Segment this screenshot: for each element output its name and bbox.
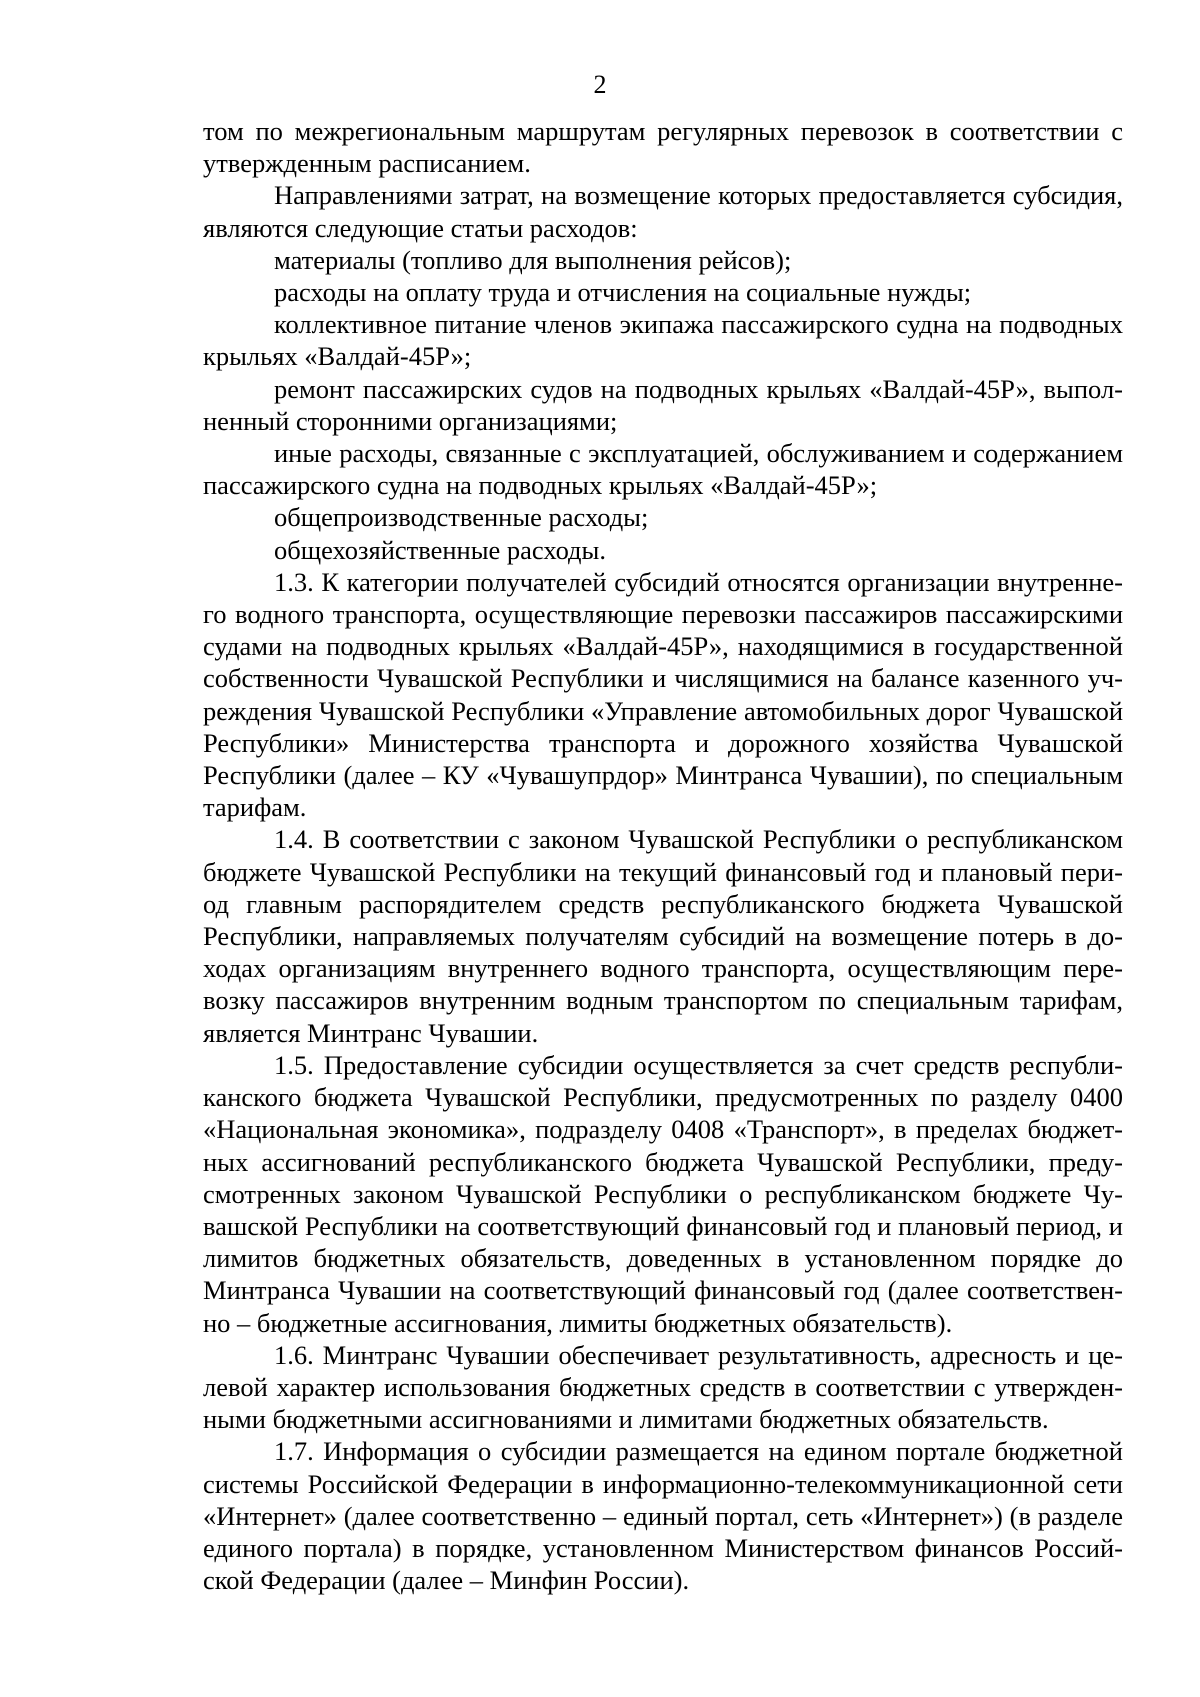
- paragraph-1-7: 1.7. Информация о субсидии размещается на едином портале бюджетной системы Российской Федерации в информационно-телекоммуникационной сети «Интернет» (далее соответственно – единый портал, сеть «Интернет») (в разделе единого портала) в порядке, установленном Министерством финансов Российской Федерации (далее – Минфин России).: [203, 1436, 1123, 1596]
- paragraph-cost-directions: Направлениями затрат, на возмещение которых предоставляется субсидия, являются следующие статьи расходов:: [203, 180, 1123, 243]
- paragraph-1-4: 1.4. В соответствии с законом Чувашской Республики о республиканском бюджете Чувашской Республики на текущий финансовый год и плановый период главным распорядителем средств республиканского бюджета Чувашской Республики, направляемых получателям субсидий на возмещение потерь в доходах организациям внутреннего водного транспорта, осуществляющим перевозку пассажиров внутренним водным транспортом по специальным тарифам, является Минтранс Чувашии.: [203, 824, 1123, 1048]
- list-item-crew-meals: коллективное питание членов экипажа пассажирского судна на подводных крыльях «Валдай-45Р»;: [203, 309, 1123, 372]
- paragraph-continuation: том по межрегиональным маршрутам регулярных перевозок в соответствии с утвержденным расписанием.: [203, 116, 1123, 179]
- list-item-production-overhead: общепроизводственные расходы;: [274, 502, 649, 533]
- paragraph-1-6: 1.6. Минтранс Чувашии обеспечивает результативность, адресность и целевой характер использования бюджетных средств в соответствии с утвержденными бюджетными ассигнованиями и лимитами бюджетных обязательств.: [203, 1339, 1123, 1435]
- list-item-other-expenses: иные расходы, связанные с эксплуатацией, обслуживанием и содержанием пассажирского судна на подводных крыльях «Валдай-45Р»;: [203, 438, 1123, 501]
- list-item-materials: материалы (топливо для выполнения рейсов);: [274, 244, 792, 275]
- list-item-labor-costs: расходы на оплату труда и отчисления на социальные нужды;: [274, 277, 972, 308]
- paragraph-1-3: 1.3. К категории получателей субсидий относятся организации внутреннего водного транспорта, осуществляющие перевозки пассажиров пассажирскими судами на подводных крыльях «Валдай-45Р», находящимися в государственной собственности Чувашской Республики и числящимися на балансе казенного учреждения Чувашской Республики «Управление автомобильных дорог Чувашской Республики» Министерства транспорта и дорожного хозяйства Чувашской Республики (далее – КУ «Чувашупрдор» Минтранса Чувашии), по специальным тарифам.: [203, 566, 1123, 823]
- page-number: 2: [593, 70, 607, 99]
- list-item-general-overhead: общехозяйственные расходы.: [274, 534, 606, 565]
- paragraph-1-5: 1.5. Предоставление субсидии осуществляется за счет средств республиканского бюджета Чувашской Республики, предусмотренных по разделу 0400 «Национальная экономика», подразделу 0408 «Транспорт», в пределах бюджетных ассигнований республиканского бюджета Чувашской Республики, предусмотренных законом Чувашской Республики о республиканском бюджете Чувашской Республики на соответствующий финансовый год и плановый период, и лимитов бюджетных обязательств, доведенных в установленном порядке до Минтранса Чувашии на соответствующий финансовый год (далее соответственно – бюджетные ассигнования, лимиты бюджетных обязательств).: [203, 1049, 1123, 1338]
- document-body: [203, 115, 1123, 1596]
- list-item-vessel-repair: ремонт пассажирских судов на подводных крыльях «Валдай-45Р», выполненный сторонними организациями;: [203, 373, 1123, 436]
